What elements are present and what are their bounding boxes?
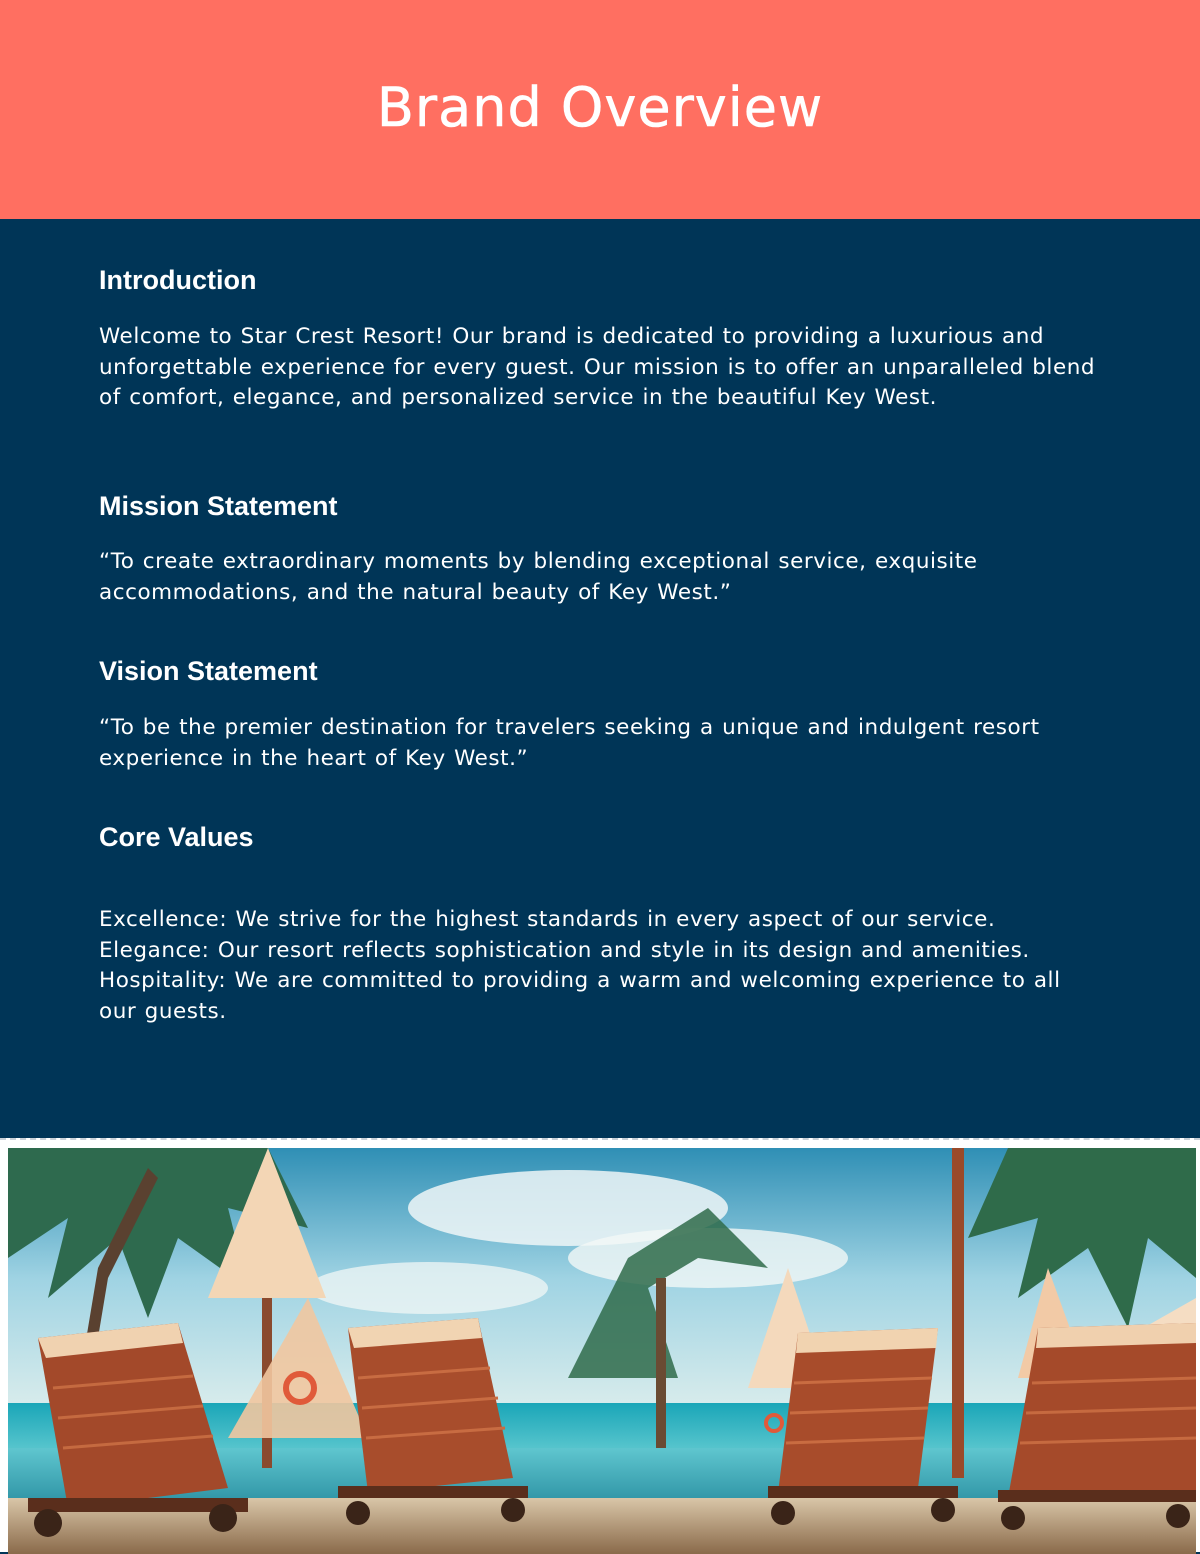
section-heading: Core Values <box>99 822 254 852</box>
photo-frame <box>0 1138 1200 1552</box>
vision-section <box>99 655 1099 774</box>
section-heading: Vision Statement <box>99 656 318 686</box>
section-body: “To create extraordinary moments by blending exceptional service, exquisite accommodations, and the natural beauty of Key West.” <box>99 549 978 605</box>
section-body: Excellence: We strive for the highest standards in every aspect of our service. Elegance: Our resort reflects sophistication and style in its design and amenities. Hospitality: We are committed to providing a warm and welcoming experience to all our guests. <box>99 907 1061 1024</box>
resort-beach-photo <box>8 1148 1196 1554</box>
section-heading: Introduction <box>99 265 257 295</box>
introduction-section <box>99 264 1099 414</box>
page-header <box>0 0 1200 219</box>
page-title: Brand Overview <box>376 76 824 139</box>
section-body: Welcome to Star Crest Resort! Our brand is dedicated to providing a luxurious and unforgettable experience for every guest. Our mission is to offer an unparalleled blend of comfort, elegance, and personalized service in the beautiful Key West. <box>99 324 1096 410</box>
section-body: “To be the premier destination for travelers seeking a unique and indulgent resort experience in the heart of Key West.” <box>99 715 1040 771</box>
brand-content <box>0 219 1200 1139</box>
core-values-section <box>99 821 1099 1027</box>
section-heading: Mission Statement <box>99 491 338 521</box>
mission-section <box>99 490 1099 608</box>
